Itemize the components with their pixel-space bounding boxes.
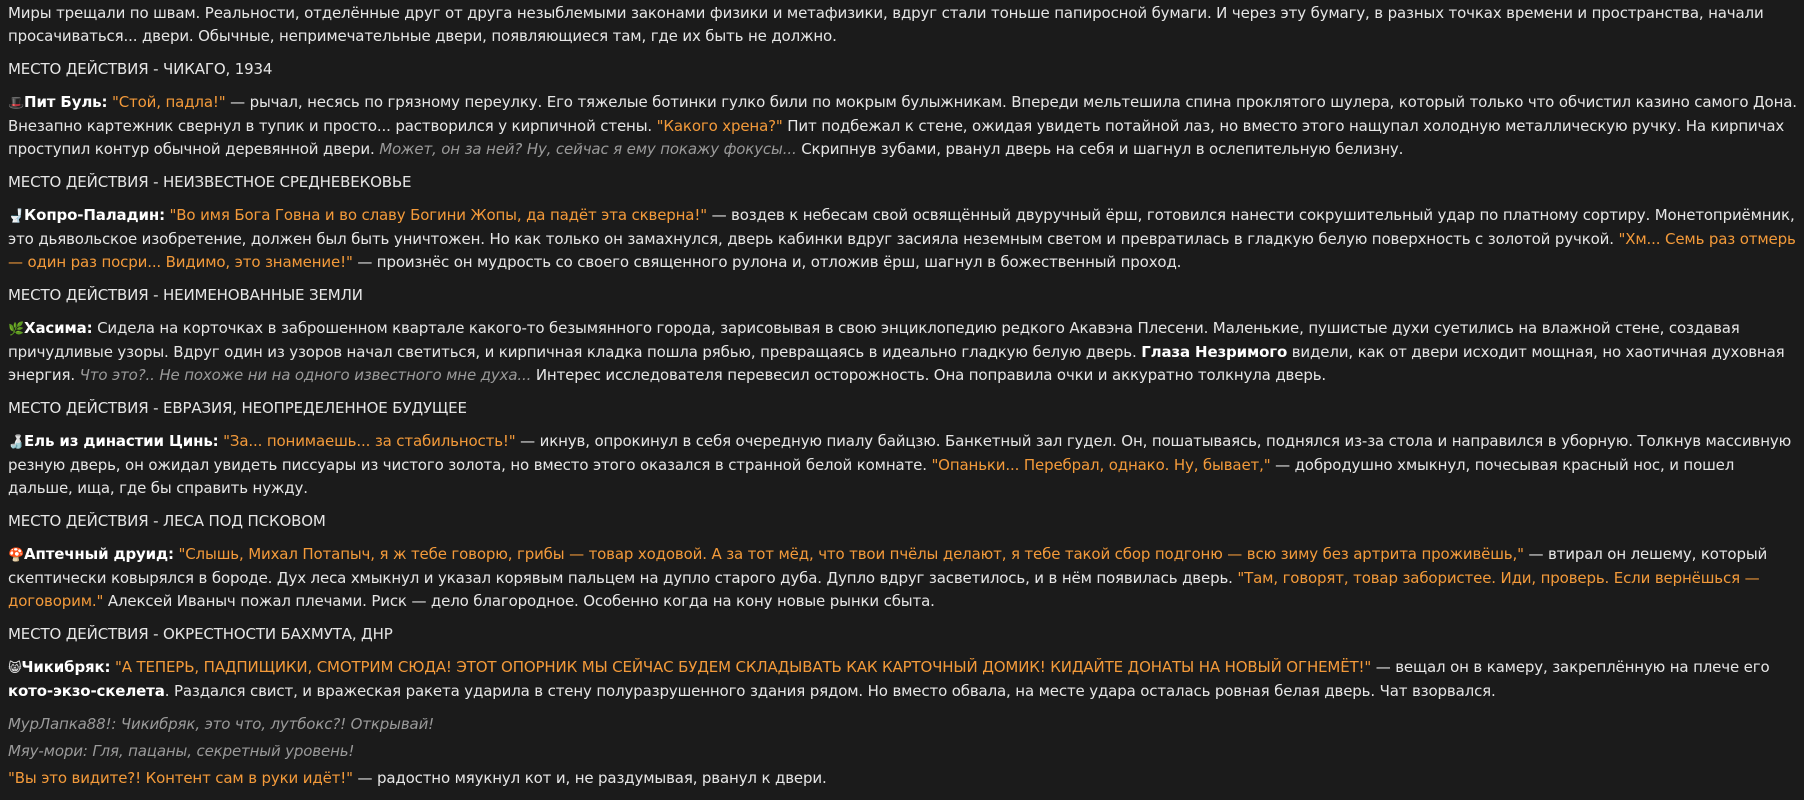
scene-heading: МЕСТО ДЕЙСТВИЯ - ЕВРАЗИЯ, НЕОПРЕДЕЛЕННОЕ БУДУЩЕЕ [8,399,467,417]
mushroom-icon: 🍄 [8,548,25,563]
outro-paragraph [8,767,1798,790]
character-name: Ель из династии Цинь: [24,432,219,450]
narration: видели, как от двери исходит мощная, но хаотичная духовная энергия. [8,343,1785,384]
inner-thought: Может, он за ней? Ну, сейчас я ему покажу фокусы... [379,140,797,158]
scene-paragraph [8,543,1798,613]
character-name: Пит Буль: [24,93,108,111]
dialogue: "Хм... Семь раз отмерь — один раз посри... Видимо, это знамение!" [8,230,1796,271]
scene-paragraph [8,656,1798,703]
dialogue: "Опаньки... Перебрал, однако. Ну, бывает," [931,456,1271,474]
dialogue: "Там, говорят, товар забористее. Иди, проверь. Если вернёшься — договорим." [8,569,1760,610]
dialogue: "Вы это видите?! Контент сам в руки идёт!" [8,769,353,787]
narration: — икнув, опрокинул в себя очередную пиалу байцзю. Банкетный зал гудел. Он, пошатываясь, поднялся из-за стола и направился в уборную. Толкнув массивную резную дверь, он ожидал увидеть писсуары из чистого золота, но вместо этого оказался в странной белой комнате. [8,432,1792,474]
cat-face-icon: 😸 [8,661,22,676]
scene-heading: МЕСТО ДЕЙСТВИЯ - ЛЕСА ПОД ПСКОВОМ [8,512,326,530]
narration: Алексей Иваныч пожал плечами. Риск — дело благородное. Особенно когда на кону новые рынки сбыта. [103,592,935,610]
narration: Сидела на корточках в заброшенном квартале какого-то безымянного города, зарисовывая в свою энциклопедию редкого Акавэна Плесени. Маленькие, пушистые духи суетились на влажной стене, создавая причудливые узоры. Вдруг один из узоров начал светиться, и кирпичная кладка пошла рябью, превращаясь в идеально гладкую белую дверь. [8,319,1740,361]
narration: — добродушно хмыкнул, почесывая красный нос, и пошел дальше, ища, где бы справить нужду. [8,456,1735,497]
narration: . Раздался свист, и вражеская ракета ударила в стену полуразрушенного здания рядом. Но вместо обвала, на месте удара осталась ровная белая дверь. Чат взорвался. [164,682,1496,700]
emphasis: Глаза Незримого [1141,343,1288,361]
narration: Интерес исследователя перевесил осторожность. Она поправила очки и аккуратно толкнула дверь. [531,366,1327,384]
top-hat-icon: 🎩 [8,96,25,111]
narration: — вещал он в камеру, закреплённую на плече его [1371,658,1770,676]
scene-heading: МЕСТО ДЕЙСТВИЯ - ОКРЕСТНОСТИ БАХМУТА, ДНР [8,625,393,643]
narration: Скрипнув зубами, рванул дверь на себя и шагнул в ослепительную белизну. [796,140,1404,158]
scene-paragraph [8,204,1798,274]
narration: — рычал, несясь по грязному переулку. Его тяжелые ботинки гулко били по мокрым булыжникам. Впереди мельтешила спина проклятого шулера, который только что обчистил казино самого Дона. Внезапно картежник свернул в тупик и просто... растворился у кирпичной стены. [8,93,1797,135]
dialogue: "Слышь, Михал Потапыч, я ж тебе говорю, грибы — товар ходовой. А за тот мёд, что твои пчёлы делают, я тебе такой сбор подгоню — всю зиму без артрита проживёшь," [178,545,1524,563]
dialogue: "Стой, падла!" [111,93,226,111]
narration: — радостно мяукнул кот и, не раздумывая, рванул к двери. [352,769,827,787]
narration: — воздев к небесам свой освящённый двуручный ёрш, готовился нанести сокрушительный удар по платному сортиру. Монетоприёмник, это дьявольское изобретение, должен был быть уничтожен. Но как только он замахнулся, дверь кабинки вдруг засияла неземным светом и превратилась в гладкую белую поверхность с золотой ручкой. [8,206,1795,248]
character-name: Чикибряк: [21,658,111,676]
dialogue: "Во имя Бога Говна и во славу Богини Жопы, да падёт эта скверна!" [169,206,707,224]
character-name: Аптечный друид: [24,545,174,563]
character-name: Копро-Паладин: [24,206,165,224]
inner-thought: Что это?.. Не похоже ни на одного известного мне духа... [79,366,532,384]
story-document [8,2,1798,800]
dialogue: "А ТЕПЕРЬ, ПАДПИЩИКИ, СМОТРИМ СЮДА! ЭТОТ ОПОРНИК МЫ СЕЙЧАС БУДЕМ СКЛАДЫВАТЬ КАК КАРТОЧНЫЙ ДОМИК! КИДАЙТЕ ДОНАТЫ НА НОВЫЙ ОГНЕМЁТ!" [115,658,1372,676]
narration: Пит подбежал к стене, ожидая увидеть потайной лаз, но вместо этого нащупал холодную металлическую ручку. На кирпичах проступил контур обычной деревянной двери. [8,117,1785,158]
scene-paragraph [8,317,1798,387]
narration: — произнёс он мудрость со своего священного рулона и, отложив ёрш, шагнул в божественный проход. [352,253,1182,271]
cup-icon: 🍶 [8,435,25,450]
scene-heading: МЕСТО ДЕЙСТВИЯ - НЕИЗВЕСТНОЕ СРЕДНЕВЕКОВЬЕ [8,173,412,191]
dialogue: "За... понимаешь... за стабильность!" [223,432,516,450]
scene-paragraph [8,91,1798,161]
herb-icon: 🌿 [8,322,25,337]
chat-message: МурЛапка88!: Чикибряк, это что, лутбокс?! Открывай! [8,715,435,733]
scene-heading: МЕСТО ДЕЙСТВИЯ - НЕИМЕНОВАННЫЕ ЗЕМЛИ [8,286,363,304]
scene-paragraph [8,430,1798,500]
intro-paragraph: Миры трещали по швам. Реальности, отделённые друг от друга незыблемыми законами физики и метафизики, вдруг стали тоньше папиросной бумаги. И через эту бумагу, в разных точках времени и пространства, начали просачиваться... двери. Обычные, непримечательные двери, появляющиеся там, где их быть не должно. [8,4,1764,45]
toilet-icon: 🚽 [8,209,25,224]
character-name: Хасима: [24,319,93,337]
chat-message: Мяу-мори: Гля, пацаны, секретный уровень! [8,742,355,760]
scene-heading: МЕСТО ДЕЙСТВИЯ - ЧИКАГО, 1934 [8,60,273,78]
narration: — втирал он лешему, который скептически ковырялся в бороде. Дух леса хмыкнул и указал корявым пальцем на дупло старого дуба. Дупло вдруг засветилось, и в нём появилась дверь. [8,545,1768,587]
emphasis: кото-экзо-скелета [8,682,165,700]
dialogue: "Какого хрена?" [656,117,783,135]
